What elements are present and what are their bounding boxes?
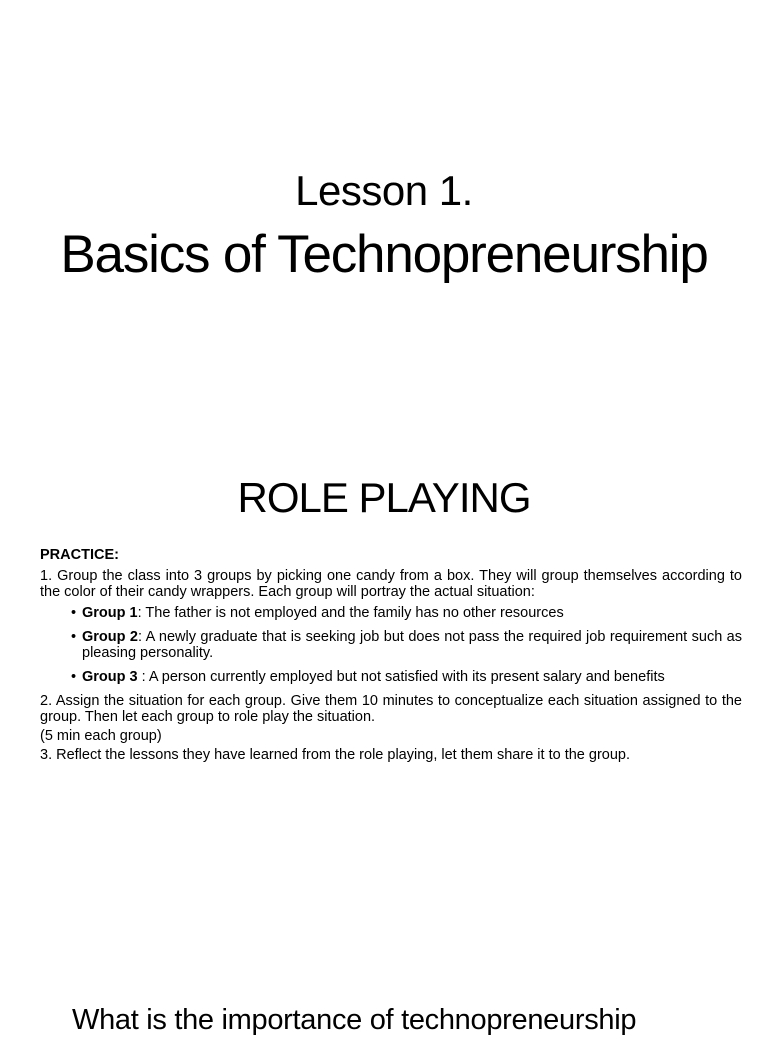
bullet-icon: • — [71, 629, 77, 645]
group-item-3 — [71, 669, 742, 685]
role-playing-heading: ROLE PLAYING — [237, 474, 531, 521]
practice-step-2-note: (5 min each group) — [40, 728, 162, 744]
bullet-icon: • — [71, 605, 77, 621]
practice-block — [40, 547, 742, 766]
group-separator: : — [137, 605, 142, 621]
group-name: Group 2 — [82, 629, 138, 645]
next-slide-heading: What is the importance of technopreneurship — [72, 1004, 637, 1036]
slide-role-playing — [0, 430, 768, 990]
group-item-1 — [71, 605, 742, 621]
practice-step-1: 1. Group the class into 3 groups by picking one candy from a box. They will group themselves according to the color of their candy wrappers. Each group will portray the actual situation: — [40, 568, 742, 600]
slide-lesson-title — [0, 0, 768, 430]
group-name: Group 3 — [82, 669, 138, 685]
group-description: A person currently employed but not satisfied with its present salary and benefits — [145, 669, 665, 685]
group-separator: : — [137, 669, 146, 685]
practice-step-3: 3. Reflect the lessons they have learned from the role playing, let them share it to the group. — [40, 747, 630, 763]
practice-label: PRACTICE: — [40, 547, 119, 563]
practice-step-2: 2. Assign the situation for each group. Give them 10 minutes to conceptualize each situation assigned to the group. Then let each group to role play the situation. — [40, 693, 742, 725]
group-item-2 — [71, 629, 742, 661]
bullet-icon: • — [71, 669, 77, 685]
group-separator: : — [137, 629, 143, 645]
lesson-title: Basics of Technopreneurship — [60, 225, 708, 284]
group-list — [40, 605, 742, 685]
group-description: A newly graduate that is seeking job but does not pass the required job requirement such as pleasing personality. — [82, 629, 742, 661]
lesson-label: Lesson 1. — [295, 167, 473, 214]
group-description: The father is not employed and the family has no other resources — [141, 605, 564, 621]
group-name: Group 1 — [82, 605, 138, 621]
